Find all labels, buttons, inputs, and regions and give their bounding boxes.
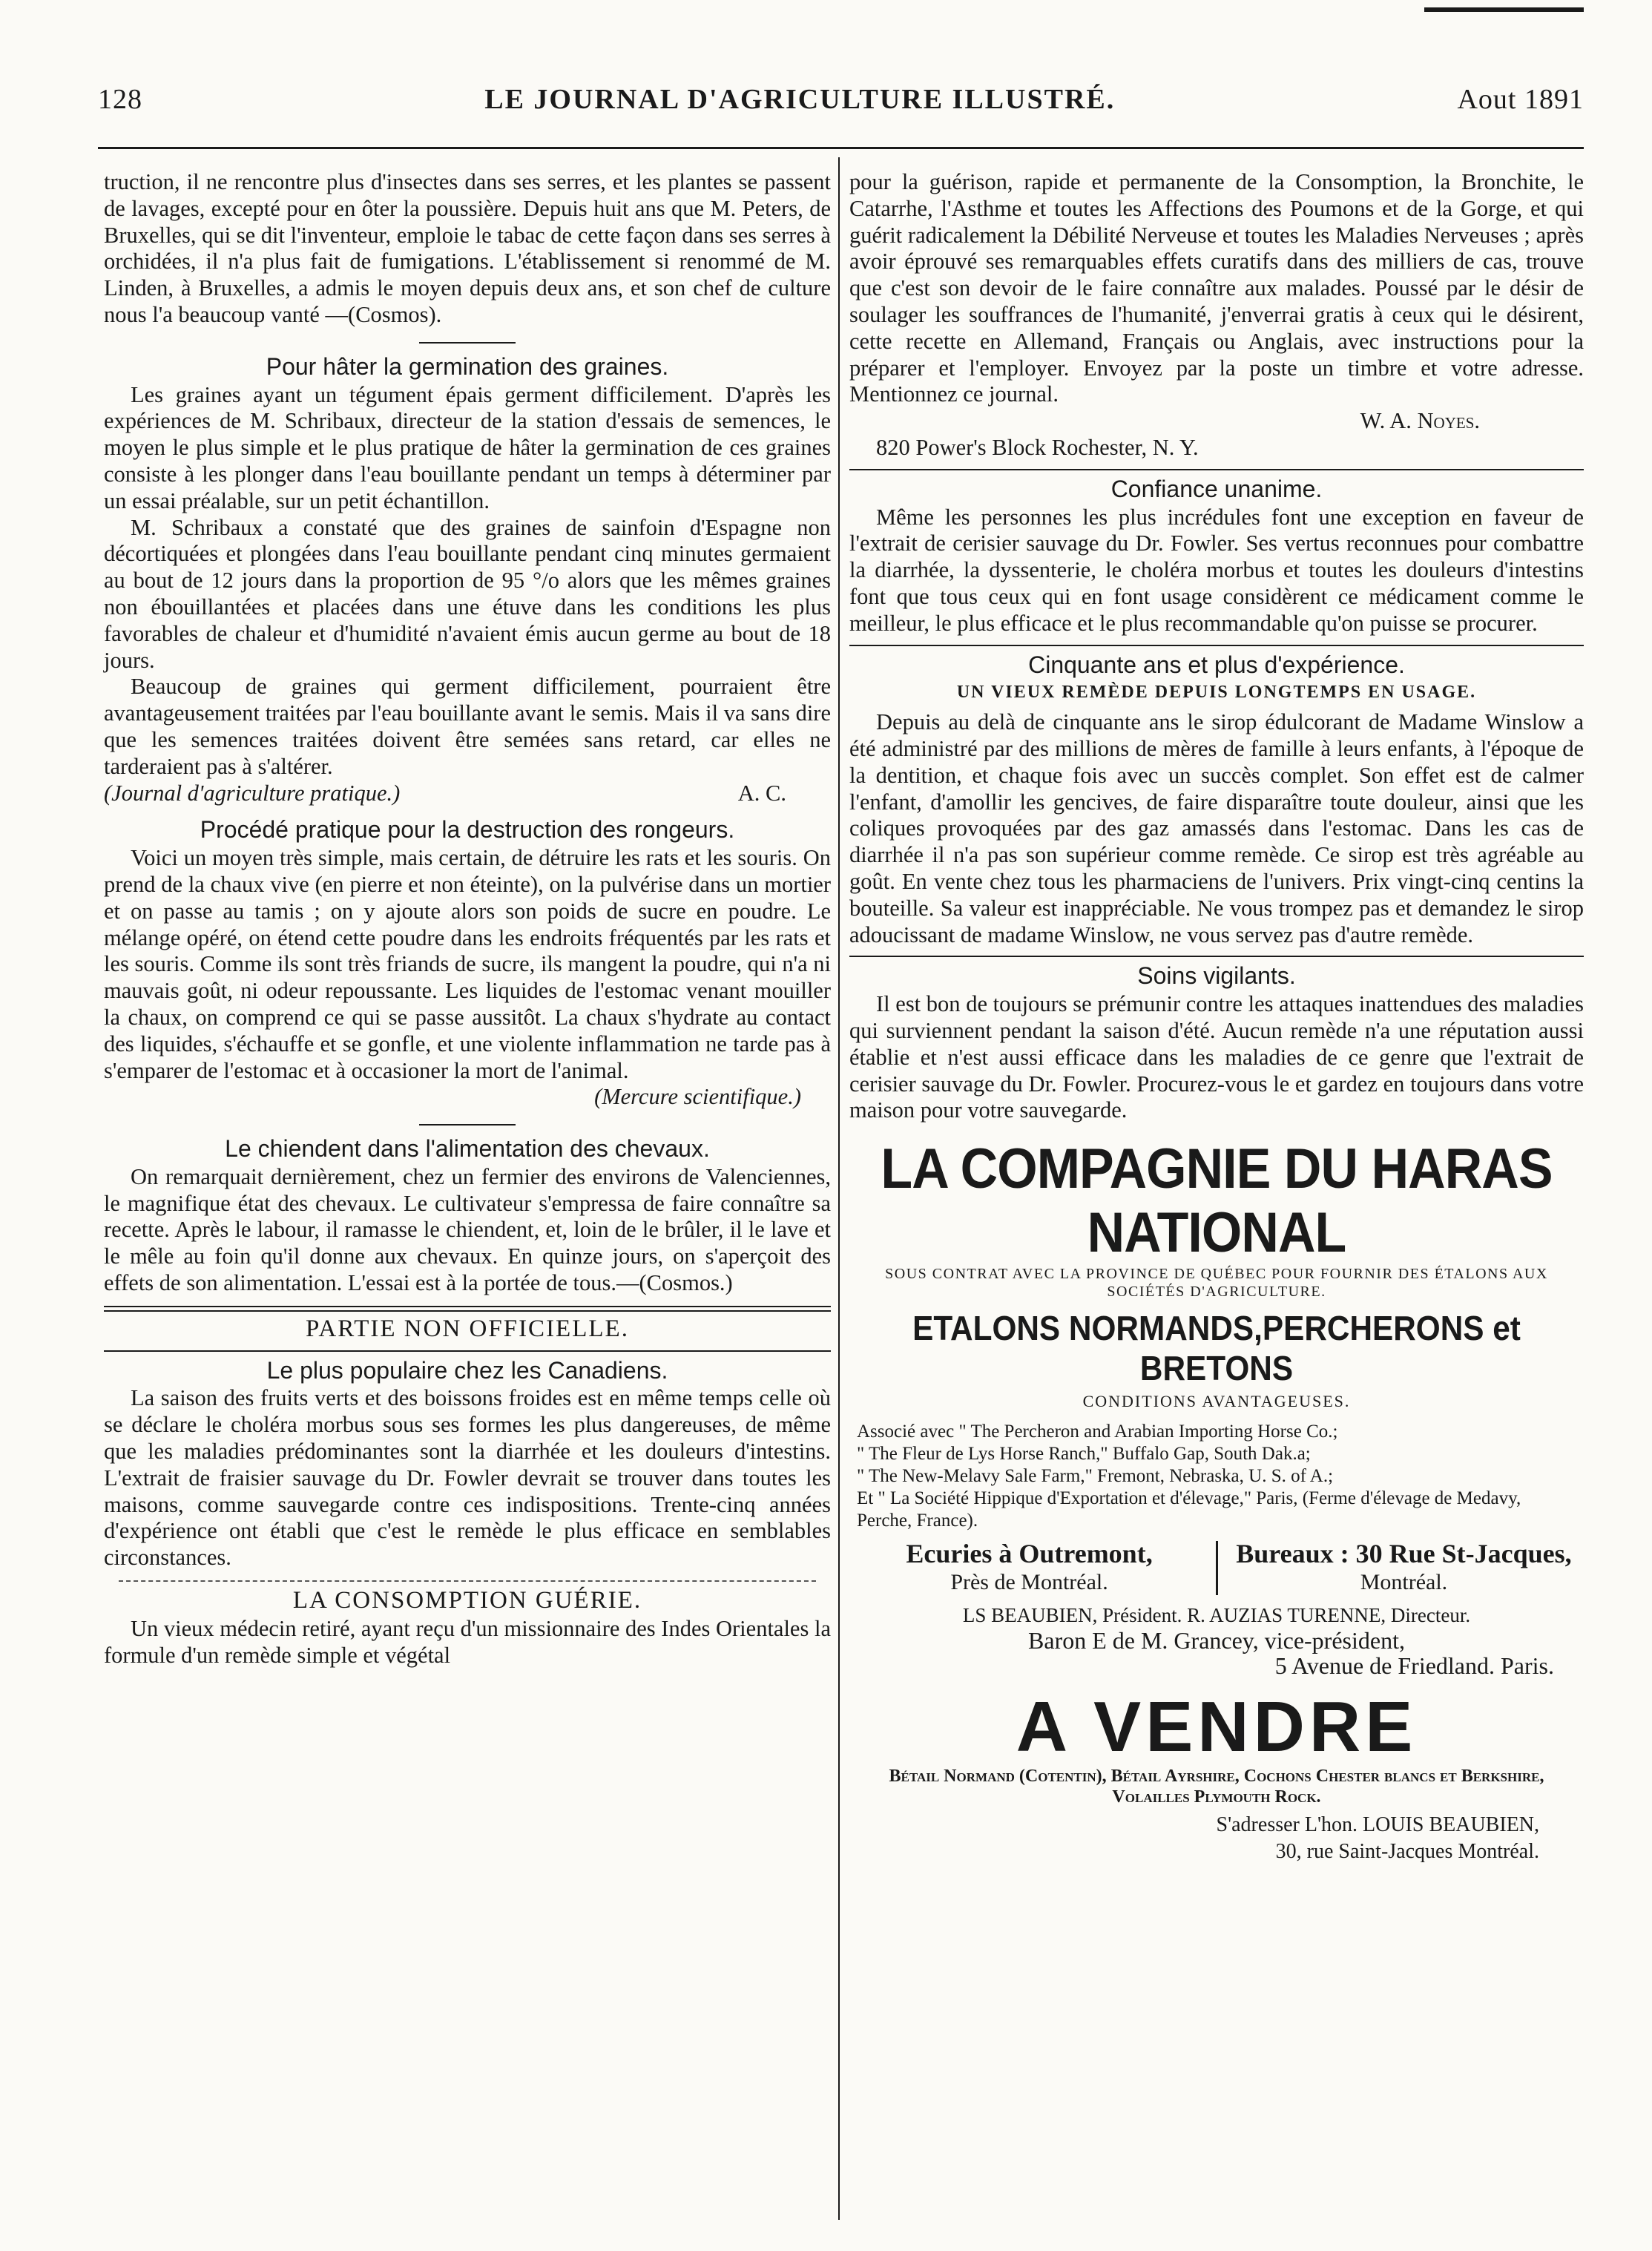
ad-officers bbox=[849, 1603, 1584, 1678]
ad-associations bbox=[857, 1421, 1576, 1532]
ad-bureaux-location: Montréal. bbox=[1360, 1569, 1448, 1594]
header-rule bbox=[98, 147, 1584, 149]
germination-source-line bbox=[104, 781, 831, 807]
section-rule bbox=[419, 1124, 516, 1126]
section-rule bbox=[849, 645, 1584, 646]
consomption-p1: Un vieux médecin retiré, ayant reçu d'un missionnaire des Indes Orientales la formule d'un remède simple et végétal bbox=[104, 1615, 831, 1668]
cinquante-title: Cinquante ans et plus d'expérience. bbox=[1028, 651, 1405, 678]
column-divider bbox=[838, 157, 840, 2220]
ad-bureaux bbox=[1224, 1538, 1584, 1596]
page-number: 128 bbox=[98, 84, 142, 115]
germination-initials: A. C. bbox=[737, 780, 786, 806]
cinquante-subtitle: UN VIEUX REMÈDE DEPUIS LONGTEMPS EN USAGE. bbox=[956, 683, 1477, 703]
rongeurs-p1: Voici un moyen très simple, mais certain, de détruire les rats et les souris. On prend de la chaux vive (en pierre et non éteinte), on la pulvérise dans un mortier et on passe au tamis ; on y ajoute alors son poids de sucre en poudre. Le mélange opéré, on étend cette poudre dans les endroits fréquentés par les rats et les souris. Comme ils sont très friands de sucre, ils mangent la poudre, qui n'a ni mauvais goût, ni odeur repoussante. Les liquides de l'estomac venant mouiller la chaux, on comprend ce qui se passe aussitôt. La chaux s'hydrate au contact des liquides, s'échauffe et se gonfle, et une violente inflammation ne tarde pas à s'emparer de l'estomac et à occasioner la mort de l'animal. bbox=[104, 845, 831, 1083]
cinquante-p1: Depuis au delà de cinquante ans le sirop édulcorant de Madame Winslow a été administré par des millions de mères de famille à leurs enfants, à l'époque de la dentition, et chaque fois avec un succès complet. Son effet est de calmer l'enfant, d'amollir les gencives, de faire disparaître toute douleur, ainsi que les coliques provoquées par des gaz amassés dans l'estomac. Dans les cas de diarrhée il n'a pas son supérieur comme remède. Ce sirop est très agréable au goût. En vente chez tous les pharmaciens de l'univers. Prix vingt-cinq centins la bouteille. Sa valeur est inappréciable. Ne vous trompez pas et demandez le sirop adoucissant de madame Winslow, ne vous servez pas d'autre remède. bbox=[849, 709, 1584, 947]
section-rule bbox=[849, 469, 1584, 470]
dashed-rule bbox=[119, 1580, 816, 1582]
chiendent-title: Le chiendent dans l'alimentation des chevaux. bbox=[225, 1135, 710, 1163]
soins-title: Soins vigilants. bbox=[1137, 962, 1296, 990]
consomption-signature: W. A. Noyes. bbox=[1360, 408, 1480, 434]
canadiens-p1: La saison des fruits verts et des boissons froides est en même temps celle où se déclare le choléra morbus sous ses formes les plus dangereuses, de même que les maladies prédominantes sont la diarrhée et les douleurs d'intestins. L'extrait de fraisier sauvage du Dr. Fowler devrait se trouver dans toutes les maisons, comme sauvegarde contre ces indispositions. Trente-cinq années d'expérience ont établi que c'est le remède le plus efficace en semblables circonstances. bbox=[104, 1385, 831, 1571]
germination-p3: Beaucoup de graines qui germent difficilement, pourraient être avantageusement traitées par l'eau bouillante avant le semis. Mais il va sans dire que les semences traitées doivent être semées sans retard, car elles ne tarderaient pas à s'altérer. bbox=[104, 674, 831, 779]
consomption-title: LA CONSOMPTION GUÉRIE. bbox=[292, 1587, 642, 1614]
page-header bbox=[98, 83, 1584, 120]
germination-source: (Journal d'agriculture pratique.) bbox=[104, 780, 401, 806]
issue-date: Aout 1891 bbox=[1457, 84, 1584, 115]
ad-a-vendre: A VENDRE bbox=[1016, 1687, 1418, 1767]
ad-assoc-4: Et " La Société Hippique d'Exportation et d'élevage," Paris, (Ferme d'élevage de Medavy, Perche, France). bbox=[857, 1488, 1521, 1531]
ad-contact bbox=[849, 1812, 1584, 1865]
ad-betail: Bétail Normand (Cotentin), Bétail Ayrshire, Cochons Chester blancs et Berkshire, Volailles Plymouth Rock. bbox=[889, 1767, 1544, 1807]
journal-title: LE JOURNAL D'AGRICULTURE ILLUSTRÉ. bbox=[484, 84, 1116, 115]
ad-ecuries-location: Près de Montréal. bbox=[950, 1569, 1108, 1594]
ad-officers-1: LS BEAUBIEN, Président. R. AUZIAS TURENNE, Directeur. bbox=[962, 1604, 1471, 1627]
ad-bureaux-label: Bureaux : 30 Rue St-Jacques, bbox=[1236, 1538, 1572, 1568]
ad-conditions: CONDITIONS AVANTAGEUSES. bbox=[1082, 1392, 1351, 1411]
ad-ecuries bbox=[849, 1538, 1209, 1596]
soins-p1: Il est bon de toujours se prémunir contre les attaques inattendues des maladies qui surviennent pendant la saison d'été. Aucun remède n'a une réputation aussi établie et n'est aussi efficace dans les maladies de ce genre que l'extrait de cerisier sauvage du Dr. Fowler. Procurez-vous le et gardez en toujours dans votre maison pour votre sauvegarde. bbox=[849, 991, 1584, 1123]
haras-advertisement bbox=[849, 1137, 1584, 1865]
right-column bbox=[849, 169, 1584, 1865]
ad-assoc-1: Associé avec " The Percheron and Arabian Importing Horse Co.; bbox=[857, 1421, 1338, 1442]
partie-non-officielle: PARTIE NON OFFICIELLE. bbox=[306, 1315, 629, 1342]
section-rule bbox=[849, 956, 1584, 957]
section-rule bbox=[104, 1350, 831, 1352]
ad-assoc-2: " The Fleur de Lys Horse Ranch," Buffalo Gap, South Dak.a; bbox=[857, 1443, 1311, 1464]
ad-locations bbox=[849, 1538, 1584, 1596]
rongeurs-title: Procédé pratique pour la destruction des rongeurs. bbox=[200, 816, 735, 844]
ad-etalons: ETALONS NORMANDS,PERCHERONS et BRETONS bbox=[912, 1309, 1521, 1388]
chiendent-p1: On remarquait dernièrement, chez un fermier des environs de Valenciennes, le magnifique état des chevaux. Le cultivateur s'empressa de faire connaître sa recette. Après le labour, il ramasse le chiendent, et, loin de le brûler, il le lave et le mêle au foin qu'il donne aux chevaux. En quinze jours, on s'aperçoit des effets de son alimentation. L'essai est à la portée de tous.—(Cosmos.) bbox=[104, 1163, 831, 1296]
confiance-title: Confiance unanime. bbox=[1110, 475, 1323, 502]
intro-paragraph: truction, il ne rencontre plus d'insectes dans ses serres, et les plantes se passent de lavages, excepté pour en ôter la poussière. Depuis huit ans que M. Peters, de Bruxelles, qui se dit l'inventeur, emploie le tabac de cette façon dans ses serres à orchidées, il n'a plus fait de fumigations. L'établissement si renommé de M. Linden, à Bruxelles, a admis le moyen depuis deux ans, et son chef de culture nous l'a beaucoup vanté —(Cosmos). bbox=[104, 169, 831, 327]
consomption-address: 820 Power's Block Rochester, N. Y. bbox=[876, 434, 1199, 460]
germination-p2: M. Schribaux a constaté que des graines de sainfoin d'Espagne non décortiquées et plongées dans l'eau bouillante pendant cinq minutes germaient au bout de 12 jours dans la proportion de 95 °/o alors que les mêmes graines non ébouillantées et placées dans une étuve dans les conditions les plus favorables de chaleur et d'humidité n'avaient émis aucun germe au bout de 18 jours. bbox=[104, 514, 831, 673]
ad-officers-3: 5 Avenue de Friedland. Paris. bbox=[1274, 1652, 1554, 1680]
ad-contract: SOUS CONTRAT AVEC LA PROVINCE DE QUÉBEC POUR FOURNIR DES ÉTALONS AUX SOCIÉTÉS D'AGRICULTURE. bbox=[885, 1266, 1548, 1301]
ad-assoc-3: " The New-Melavy Sale Farm," Fremont, Nebraska, U. S. of A.; bbox=[857, 1465, 1334, 1486]
ad-contact-1: S'adresser L'hon. LOUIS BEAUBIEN, bbox=[1216, 1813, 1539, 1837]
ad-officers-2: Baron E de M. Grancey, vice-président, bbox=[1028, 1627, 1405, 1654]
ad-ecuries-label: Ecuries à Outremont, bbox=[906, 1538, 1153, 1568]
ad-divider bbox=[1216, 1541, 1218, 1596]
top-corner-rule bbox=[1424, 7, 1584, 12]
section-rule bbox=[419, 342, 516, 344]
canadiens-title: Le plus populaire chez les Canadiens. bbox=[266, 1356, 668, 1384]
consomption-continued: pour la guérison, rapide et permanente de la Consomption, la Bronchite, le Catarrhe, l'Asthme et toutes les Affections des Poumons et de la Gorge, et qui guérit radicalement la Débilité Nerveuse et toutes les Maladies Nerveuses ; après avoir éprouvé ses remarquables effets curatifs dans des milliers de cas, trouve que c'est son devoir de le faire connaître aux malades. Poussé par le désir de soulager les souffrances de l'humanité, j'enverrai gratis à ceux qui le désirent, cette recette en Allemand, Français ou Anglais, avec instructions pour la préparer et l'employer. Envoyez par la poste un timbre et votre adresse. Mentionnez ce journal. bbox=[849, 169, 1584, 407]
germination-title: Pour hâter la germination des graines. bbox=[266, 352, 669, 380]
left-column bbox=[104, 169, 831, 1669]
ad-title: LA COMPAGNIE DU HARAS NATIONAL bbox=[881, 1137, 1553, 1265]
confiance-p1: Même les personnes les plus incrédules font une exception en faveur de l'extrait de cerisier sauvage du Dr. Fowler. Ses vertus reconnues pour combattre la diarrhée, la dyssenterie, le choléra morbus et toutes les douleurs d'intestins font que tous ceux qui en font usage considèrent ce médicament comme le meilleur, le plus efficace et le plus recommandable qu'on puisse se procurer. bbox=[849, 504, 1584, 636]
germination-p1: Les graines ayant un tégument épais germent difficilement. D'après les expériences de M. Schribaux, directeur de la station d'essais de semences, le moyen le plus simple et le plus pratique de hâter la germination de ces graines consiste à les plonger dans l'eau bouillante pendant un temps à déterminer par un essai préalable, sur un petit échantillon. bbox=[104, 381, 831, 513]
double-rule bbox=[104, 1306, 831, 1312]
rongeurs-source: (Mercure scientifique.) bbox=[594, 1084, 801, 1110]
ad-contact-2: 30, rue Saint-Jacques Montréal. bbox=[1275, 1840, 1539, 1864]
